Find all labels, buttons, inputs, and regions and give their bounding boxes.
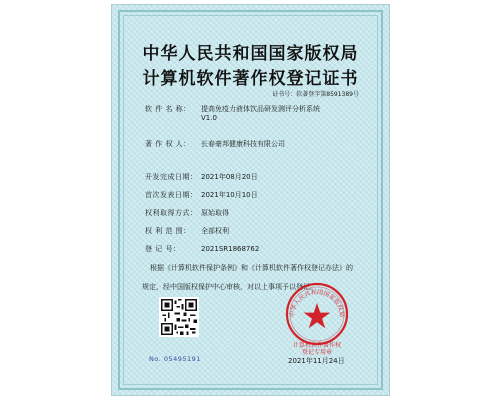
field-software-version <box>201 114 217 123</box>
field-value: 2021SR1868762 <box>201 245 260 253</box>
field-value: 长春豪邦健康科技有限公司 <box>201 140 285 148</box>
official-seal-icon <box>284 281 350 347</box>
certificate-number-value: 软著登字第8591389号 <box>296 91 359 98</box>
serial-number: No. 05495191 <box>149 355 201 363</box>
declaration-line-1: 根据《计算机软件保护条例》和《计算机软件著作权登记办法》的 <box>150 264 353 272</box>
certificate-number <box>272 89 359 98</box>
certificate <box>111 4 390 396</box>
certificate-title: 计算机软件著作权登记证书 <box>142 69 359 89</box>
seal-caption-line-1: 计算机软件著作权 <box>292 342 341 349</box>
field-label: 权利取得方式： <box>145 209 198 217</box>
field-registration-number <box>145 245 259 254</box>
field-acquisition-method <box>145 209 229 218</box>
field-label: 开发完成日期： <box>145 173 198 181</box>
field-value: 全部权利 <box>201 227 229 235</box>
field-value: 提高免疫力液体饮品研发测评分析系统 <box>201 105 320 113</box>
field-value: 2021年10月10日 <box>201 191 258 199</box>
field-rights-scope <box>145 227 229 236</box>
field-publication-date <box>145 191 258 200</box>
field-copyright-owner <box>145 140 285 149</box>
seal-caption <box>280 342 354 356</box>
field-completion-date <box>145 173 258 182</box>
field-label: 登 记 号： <box>145 245 181 253</box>
issue-date: 2021年11月24日 <box>288 357 345 365</box>
field-label: 首次发表日期： <box>145 191 198 199</box>
seal-authority-name: 中华人民共和国国家版权局 <box>288 288 346 318</box>
field-value: V1.0 <box>201 114 217 122</box>
qr-code-icon <box>159 297 199 337</box>
field-software-name <box>145 105 320 114</box>
field-value: 原始取得 <box>201 209 229 217</box>
issuing-authority-title: 中华人民共和国国家版权局 <box>142 44 359 64</box>
field-label: 软 件 名 称： <box>145 105 191 113</box>
certificate-number-label: 证书号： <box>272 91 297 98</box>
field-label: 著 作 权 人： <box>145 140 191 148</box>
declaration-line-2: 规定，经中国版权保护中心审核，对以上事项予以登记。 <box>142 283 317 291</box>
field-label: 权 利 范 围： <box>145 227 191 235</box>
seal-caption-line-2: 登记专用章 <box>301 349 332 356</box>
field-value: 2021年08月20日 <box>201 173 258 181</box>
